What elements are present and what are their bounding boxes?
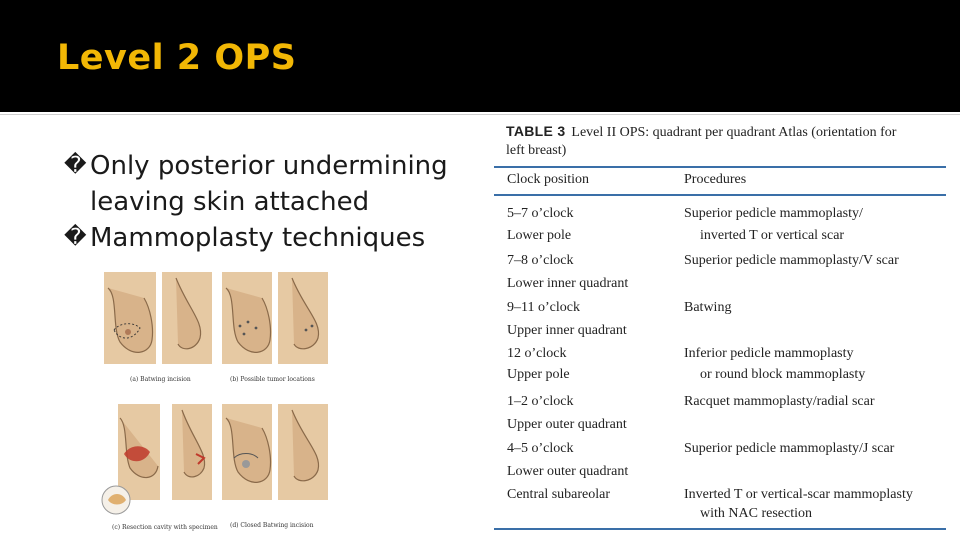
cell-procedure: Racquet mammoplasty/radial scar	[684, 394, 875, 409]
cell-procedure: Batwing	[684, 300, 732, 315]
bullet-item	[64, 148, 484, 220]
table-caption-line2: left breast)	[506, 143, 567, 158]
cell-clock: Lower inner quadrant	[507, 276, 629, 291]
cell-procedure: or round block mammoplasty	[700, 367, 866, 382]
cell-procedure: Superior pedicle mammoplasty/J scar	[684, 441, 895, 456]
cell-procedure: Inferior pedicle mammoplasty	[684, 346, 854, 361]
bullet-text: Only posterior undermining	[90, 151, 448, 181]
table-bottom-rule	[494, 528, 946, 530]
bullet-item	[64, 220, 484, 256]
cell-clock: Upper pole	[507, 367, 570, 382]
cell-clock: 7–8 o’clock	[507, 253, 574, 268]
table-header-rule	[494, 194, 946, 196]
cell-clock: 9–11 o’clock	[507, 300, 580, 315]
table-top-rule	[494, 166, 946, 168]
cell-clock: 12 o’clock	[507, 346, 567, 361]
cell-clock: Upper inner quadrant	[507, 323, 627, 338]
ops-table	[486, 116, 958, 540]
panel-b-image	[222, 272, 328, 364]
bullet-glyph-icon: �	[64, 153, 87, 178]
cell-procedure: inverted T or vertical scar	[700, 228, 845, 243]
figure-caption-d: (d) Closed Batwing incision	[230, 522, 314, 529]
illustration-svg	[100, 268, 332, 540]
panel-c-image	[102, 404, 212, 514]
bullet-text-continued: leaving skin attached	[90, 187, 370, 217]
panel-a-image	[104, 272, 212, 364]
figure-caption-a: (a) Batwing incision	[130, 376, 191, 383]
column-header-clock: Clock position	[507, 172, 590, 187]
table-caption-line1: Level II OPS: quadrant per quadrant Atlas (orientation for	[571, 125, 897, 140]
divider	[0, 114, 960, 115]
cell-procedure: Inverted T or vertical-scar mammoplasty	[684, 487, 913, 502]
cell-clock: Lower pole	[507, 228, 572, 243]
cell-clock: 4–5 o’clock	[507, 441, 574, 456]
cell-clock: Central subareolar	[507, 487, 611, 502]
cell-clock: 5–7 o’clock	[507, 206, 574, 221]
figure-caption-c: (c) Resection cavity with specimen	[112, 524, 218, 531]
table-label: TABLE 3	[506, 123, 566, 139]
figure-caption-b: (b) Possible tumor locations	[230, 376, 315, 383]
panel-d-image	[222, 404, 328, 500]
cell-procedure: with NAC resection	[700, 506, 812, 521]
title-bar	[0, 0, 960, 112]
column-header-procedures: Procedures	[684, 172, 747, 187]
cell-clock: Lower outer quadrant	[507, 464, 629, 479]
bullet-list	[64, 148, 484, 256]
slide-title: Level 2 OPS	[57, 38, 297, 78]
cell-procedure: Superior pedicle mammoplasty/	[684, 206, 863, 221]
mammoplasty-illustration	[100, 268, 332, 540]
table-caption	[506, 122, 954, 160]
bullet-glyph-icon: �	[64, 225, 87, 250]
cell-clock: Upper outer quadrant	[507, 417, 627, 432]
cell-clock: 1–2 o’clock	[507, 394, 574, 409]
cell-procedure: Superior pedicle mammoplasty/V scar	[684, 253, 899, 268]
bullet-text: Mammoplasty techniques	[90, 223, 426, 253]
